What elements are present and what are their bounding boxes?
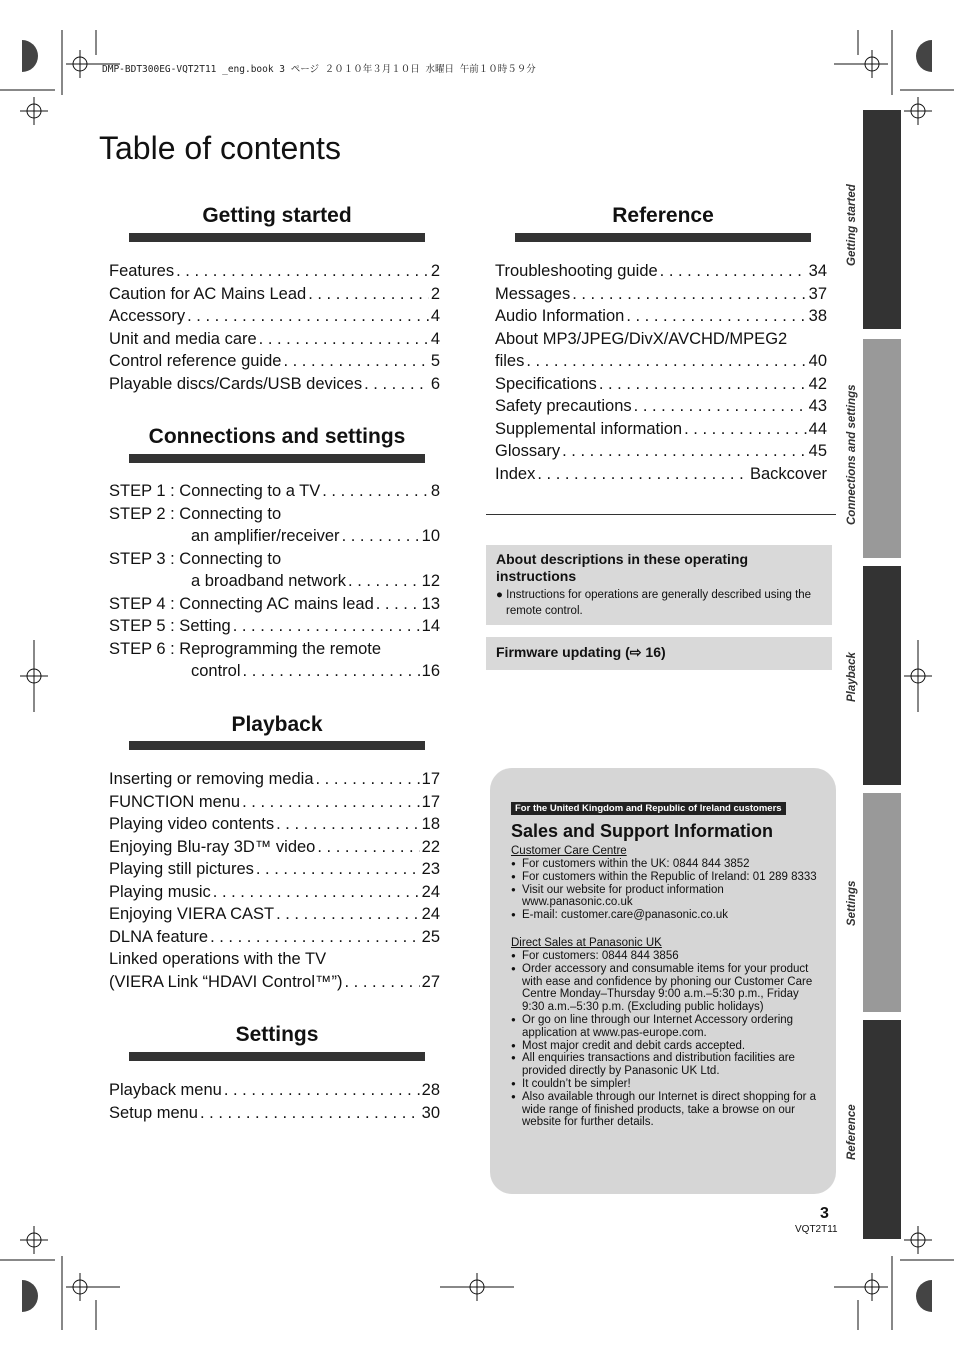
toc-entry-page: 40 [808, 352, 827, 370]
toc-entry-title: Caution for AC Mains Lead [109, 284, 307, 303]
toc-entry-continued[interactable] [109, 971, 440, 994]
list-item: ● All enquiries transactions and distribution facilities are provided directly by Panasonic UK Ltd. [511, 1052, 818, 1078]
list-item[interactable]: ● Visit our website for product information www.panasonic.co.uk [511, 884, 818, 910]
toc-entry-title: files [495, 352, 525, 370]
toc-entry-title: Playing music [109, 882, 211, 901]
toc-entry-page: 23 [421, 860, 440, 878]
toc-entry[interactable] [109, 1102, 440, 1125]
side-tab-reference[interactable] [863, 1020, 901, 1239]
toc-entry-page: 43 [808, 397, 827, 415]
section-bar [129, 741, 425, 750]
toc-entry-continued[interactable] [109, 525, 440, 548]
section-title-connections: Connections and settings [148, 425, 406, 448]
page-number: 3 [820, 1205, 829, 1222]
toc-entry-page: 25 [421, 927, 440, 946]
toc-entry-title: a broadband network [191, 572, 347, 590]
about-box-bullet-text: Instructions for operations are generally described using the remote control. [506, 589, 812, 617]
toc-getting-started [109, 260, 440, 395]
toc-entry[interactable] [109, 768, 440, 791]
toc-entry-page: 17 [421, 792, 440, 811]
side-tab-label: Connections and settings [846, 384, 858, 525]
list-item: ● For customers within the UK: 0844 844 3852 [511, 858, 818, 871]
section-title-playback: Playback [231, 713, 323, 736]
toc-entry-title: Troubleshooting guide [495, 262, 658, 280]
list-item[interactable]: ● Or go on line through our Internet Accessory ordering application at www.pas-europe.com. [511, 1014, 818, 1040]
toc-entry-page: Backcover [749, 464, 827, 483]
toc-entry[interactable] [495, 440, 827, 463]
toc-entry[interactable] [109, 638, 440, 661]
direct-sales-heading: Direct Sales at Panasonic UK [511, 936, 662, 949]
toc-entry-page: 24 [421, 905, 440, 923]
toc-entry[interactable] [109, 283, 440, 306]
toc-entry-page: 34 [808, 262, 827, 280]
toc-entry-page: 14 [421, 617, 440, 635]
toc-entry[interactable] [109, 791, 440, 814]
toc-entry-page: 18 [421, 815, 440, 833]
list-item: ● Most major credit and debit cards accepted. [511, 1040, 818, 1053]
section-bar [129, 233, 425, 242]
toc-entry-title: About MP3/JPEG/DivX/AVCHD/MPEG2 [495, 329, 788, 348]
toc-entry[interactable] [109, 615, 440, 638]
toc-entry[interactable] [109, 593, 440, 616]
toc-reference [495, 260, 827, 485]
toc-entry-page: 5 [430, 352, 440, 370]
toc-entry[interactable] [109, 903, 440, 926]
toc-entry-page: 4 [430, 329, 440, 348]
side-tab-getting-started[interactable] [863, 110, 901, 329]
toc-entry-title: Supplemental information [495, 419, 683, 438]
toc-entry[interactable] [495, 395, 827, 418]
side-tab-connections[interactable] [863, 339, 901, 558]
toc-entry-title: Inserting or removing media [109, 770, 314, 788]
list-item[interactable]: ● E-mail: customer.care@panasonic.co.uk [511, 909, 818, 922]
toc-entry[interactable] [109, 260, 440, 283]
toc-entry-title: STEP 6 : Reprogramming the remote [109, 639, 382, 658]
section-bar [129, 1052, 425, 1061]
toc-entry[interactable] [495, 418, 827, 441]
toc-entry-page: 6 [430, 374, 440, 393]
toc-entry-page: 12 [421, 572, 440, 590]
toc-entry[interactable] [109, 373, 440, 396]
customer-care-heading: Customer Care Centre [511, 845, 627, 857]
toc-entry[interactable] [109, 328, 440, 351]
toc-entry-page: 4 [430, 307, 440, 325]
toc-entry[interactable] [495, 260, 827, 283]
toc-entry-page: 44 [808, 419, 827, 438]
toc-entry[interactable] [109, 480, 440, 503]
list-item: ● For customers within the Republic of Ireland: 01 289 8333 [511, 871, 818, 884]
section-title-settings: Settings [235, 1023, 319, 1046]
toc-entry-title: Index [495, 464, 536, 483]
side-tab-label: Reference [846, 1104, 858, 1160]
toc-entry-title: STEP 3 : Connecting to [109, 549, 282, 568]
direct-sales-list [511, 950, 818, 1129]
page-title: Table of contents [99, 130, 341, 166]
toc-entry-page: 42 [808, 374, 827, 393]
toc-entry-title: Specifications [495, 374, 597, 393]
toc-entry-page: 24 [421, 882, 440, 901]
firmware-updating-box[interactable] [486, 637, 832, 670]
toc-entry-title: Audio Information [495, 307, 625, 325]
toc-entry-page: 38 [808, 307, 827, 325]
toc-entry[interactable] [109, 548, 440, 571]
toc-entry[interactable] [495, 305, 827, 328]
toc-entry-title: Playing video contents [109, 815, 275, 833]
toc-entry-title: (VIERA Link “HDAVI Control™”) [109, 972, 343, 991]
toc-entry-title: STEP 5 : Setting [109, 617, 231, 635]
support-title: Sales and Support Information [511, 821, 774, 841]
toc-connections [109, 480, 440, 683]
about-descriptions-box [486, 545, 832, 625]
toc-entry-title: Setup menu [109, 1103, 198, 1122]
toc-entry-page: 16 [421, 662, 440, 680]
section-title-getting-started: Getting started [202, 204, 352, 227]
toc-entry-title: Accessory [109, 307, 186, 325]
toc-settings [109, 1079, 440, 1124]
toc-entry-page: 22 [421, 837, 440, 856]
toc-entry[interactable] [495, 283, 827, 306]
toc-entry-title: STEP 1 : Connecting to a TV [109, 482, 321, 500]
section-bar [515, 233, 811, 242]
toc-entry[interactable] [109, 948, 440, 971]
section-title-reference: Reference [612, 204, 714, 227]
toc-entry-page: 37 [808, 284, 827, 303]
list-item: ● Also available through our Internet is direct shopping for a wide range of finished products, take a browse on our website for further details. [511, 1091, 818, 1129]
about-box-title: About descriptions in these operating instructions [496, 551, 749, 584]
toc-entry-page: 10 [421, 527, 440, 545]
list-item: ● Order accessory and consumable items for your product with ease and confidence by phoning our Customer Care Centre Monday–Thursday 9:00 a.m.–5:30 p.m., Friday 9:30 a.m.–5:30 p.m. (Excluding public holidays) [511, 963, 818, 1014]
toc-entry-continued[interactable] [109, 660, 440, 683]
toc-entry-title: Enjoying Blu-ray 3D™ video [109, 837, 316, 856]
toc-entry-title: Glossary [495, 442, 561, 460]
side-tab-settings[interactable] [863, 793, 901, 1012]
toc-entry[interactable] [495, 328, 827, 351]
toc-entry-title: Playback menu [109, 1081, 222, 1099]
toc-entry-continued[interactable] [109, 570, 440, 593]
toc-entry[interactable] [109, 881, 440, 904]
toc-entry-title: Playable discs/Cards/USB devices [109, 374, 363, 393]
toc-entry-page: 17 [421, 770, 440, 788]
about-box-bullet: ● Instructions for operations are generally described using the remote control. [496, 589, 812, 617]
toc-entry-page: 28 [421, 1081, 440, 1099]
toc-entry-title: Messages [495, 284, 571, 303]
toc-entry-title: Linked operations with the TV [109, 950, 327, 968]
sales-support-box [490, 768, 836, 1194]
toc-entry-page: 8 [430, 482, 440, 500]
toc-entry-title: an amplifier/receiver [191, 527, 340, 545]
side-tab-label: Playback [846, 652, 858, 702]
toc-entry[interactable] [109, 305, 440, 328]
toc-entry-title: Control reference guide [109, 352, 282, 370]
divider [486, 514, 836, 515]
list-item: ● It couldn’t be simpler! [511, 1078, 818, 1091]
toc-entry[interactable] [109, 926, 440, 949]
toc-entry-title: FUNCTION menu [109, 792, 241, 811]
side-tab-playback[interactable] [863, 566, 901, 785]
side-tab-label: Getting started [846, 184, 858, 266]
region-tag: For the United Kingdom and Republic of Ireland customers [511, 802, 786, 815]
firmware-box-title: Firmware updating (⇨ 16) [496, 644, 666, 660]
customer-care-list [511, 858, 818, 922]
toc-entry-page: 27 [421, 972, 440, 991]
toc-playback [109, 768, 440, 993]
toc-entry-title: control [191, 662, 241, 680]
toc-entry-page: 45 [808, 442, 827, 460]
toc-entry[interactable] [109, 1079, 440, 1102]
toc-entry-title: STEP 4 : Connecting AC mains lead [109, 594, 374, 613]
toc-entry-page: 2 [430, 284, 440, 303]
toc-entry[interactable] [495, 373, 827, 396]
toc-entry-title: Unit and media care [109, 329, 257, 348]
toc-entry[interactable] [109, 836, 440, 859]
side-tab-label: Settings [846, 880, 858, 926]
toc-entry-title: Safety precautions [495, 397, 632, 415]
toc-entry[interactable] [109, 813, 440, 836]
toc-entry-page: 13 [421, 594, 440, 613]
toc-entry-page: 30 [421, 1103, 440, 1122]
toc-entry-title: Playing still pictures [109, 860, 254, 878]
toc-entry[interactable] [495, 463, 827, 486]
toc-entry-page: 2 [430, 262, 440, 280]
section-bar [129, 454, 425, 463]
toc-entry[interactable] [109, 503, 440, 526]
model-number: VQT2T11 [795, 1224, 838, 1235]
toc-entry[interactable] [109, 350, 440, 373]
print-header: DMP-BDT300EG-VQT2T11 _eng.book 3 ページ ２０１０年３月１０日 水曜日 午前１０時５９分 [102, 64, 536, 75]
toc-entry[interactable] [109, 858, 440, 881]
toc-entry-title: DLNA feature [109, 927, 209, 946]
toc-entry-title: STEP 2 : Connecting to [109, 504, 282, 523]
toc-entry-title: Features [109, 262, 175, 280]
toc-entry-continued[interactable] [495, 350, 827, 373]
list-item: ● For customers: 0844 844 3856 [511, 950, 818, 963]
toc-entry-title: Enjoying VIERA CAST [109, 905, 275, 923]
